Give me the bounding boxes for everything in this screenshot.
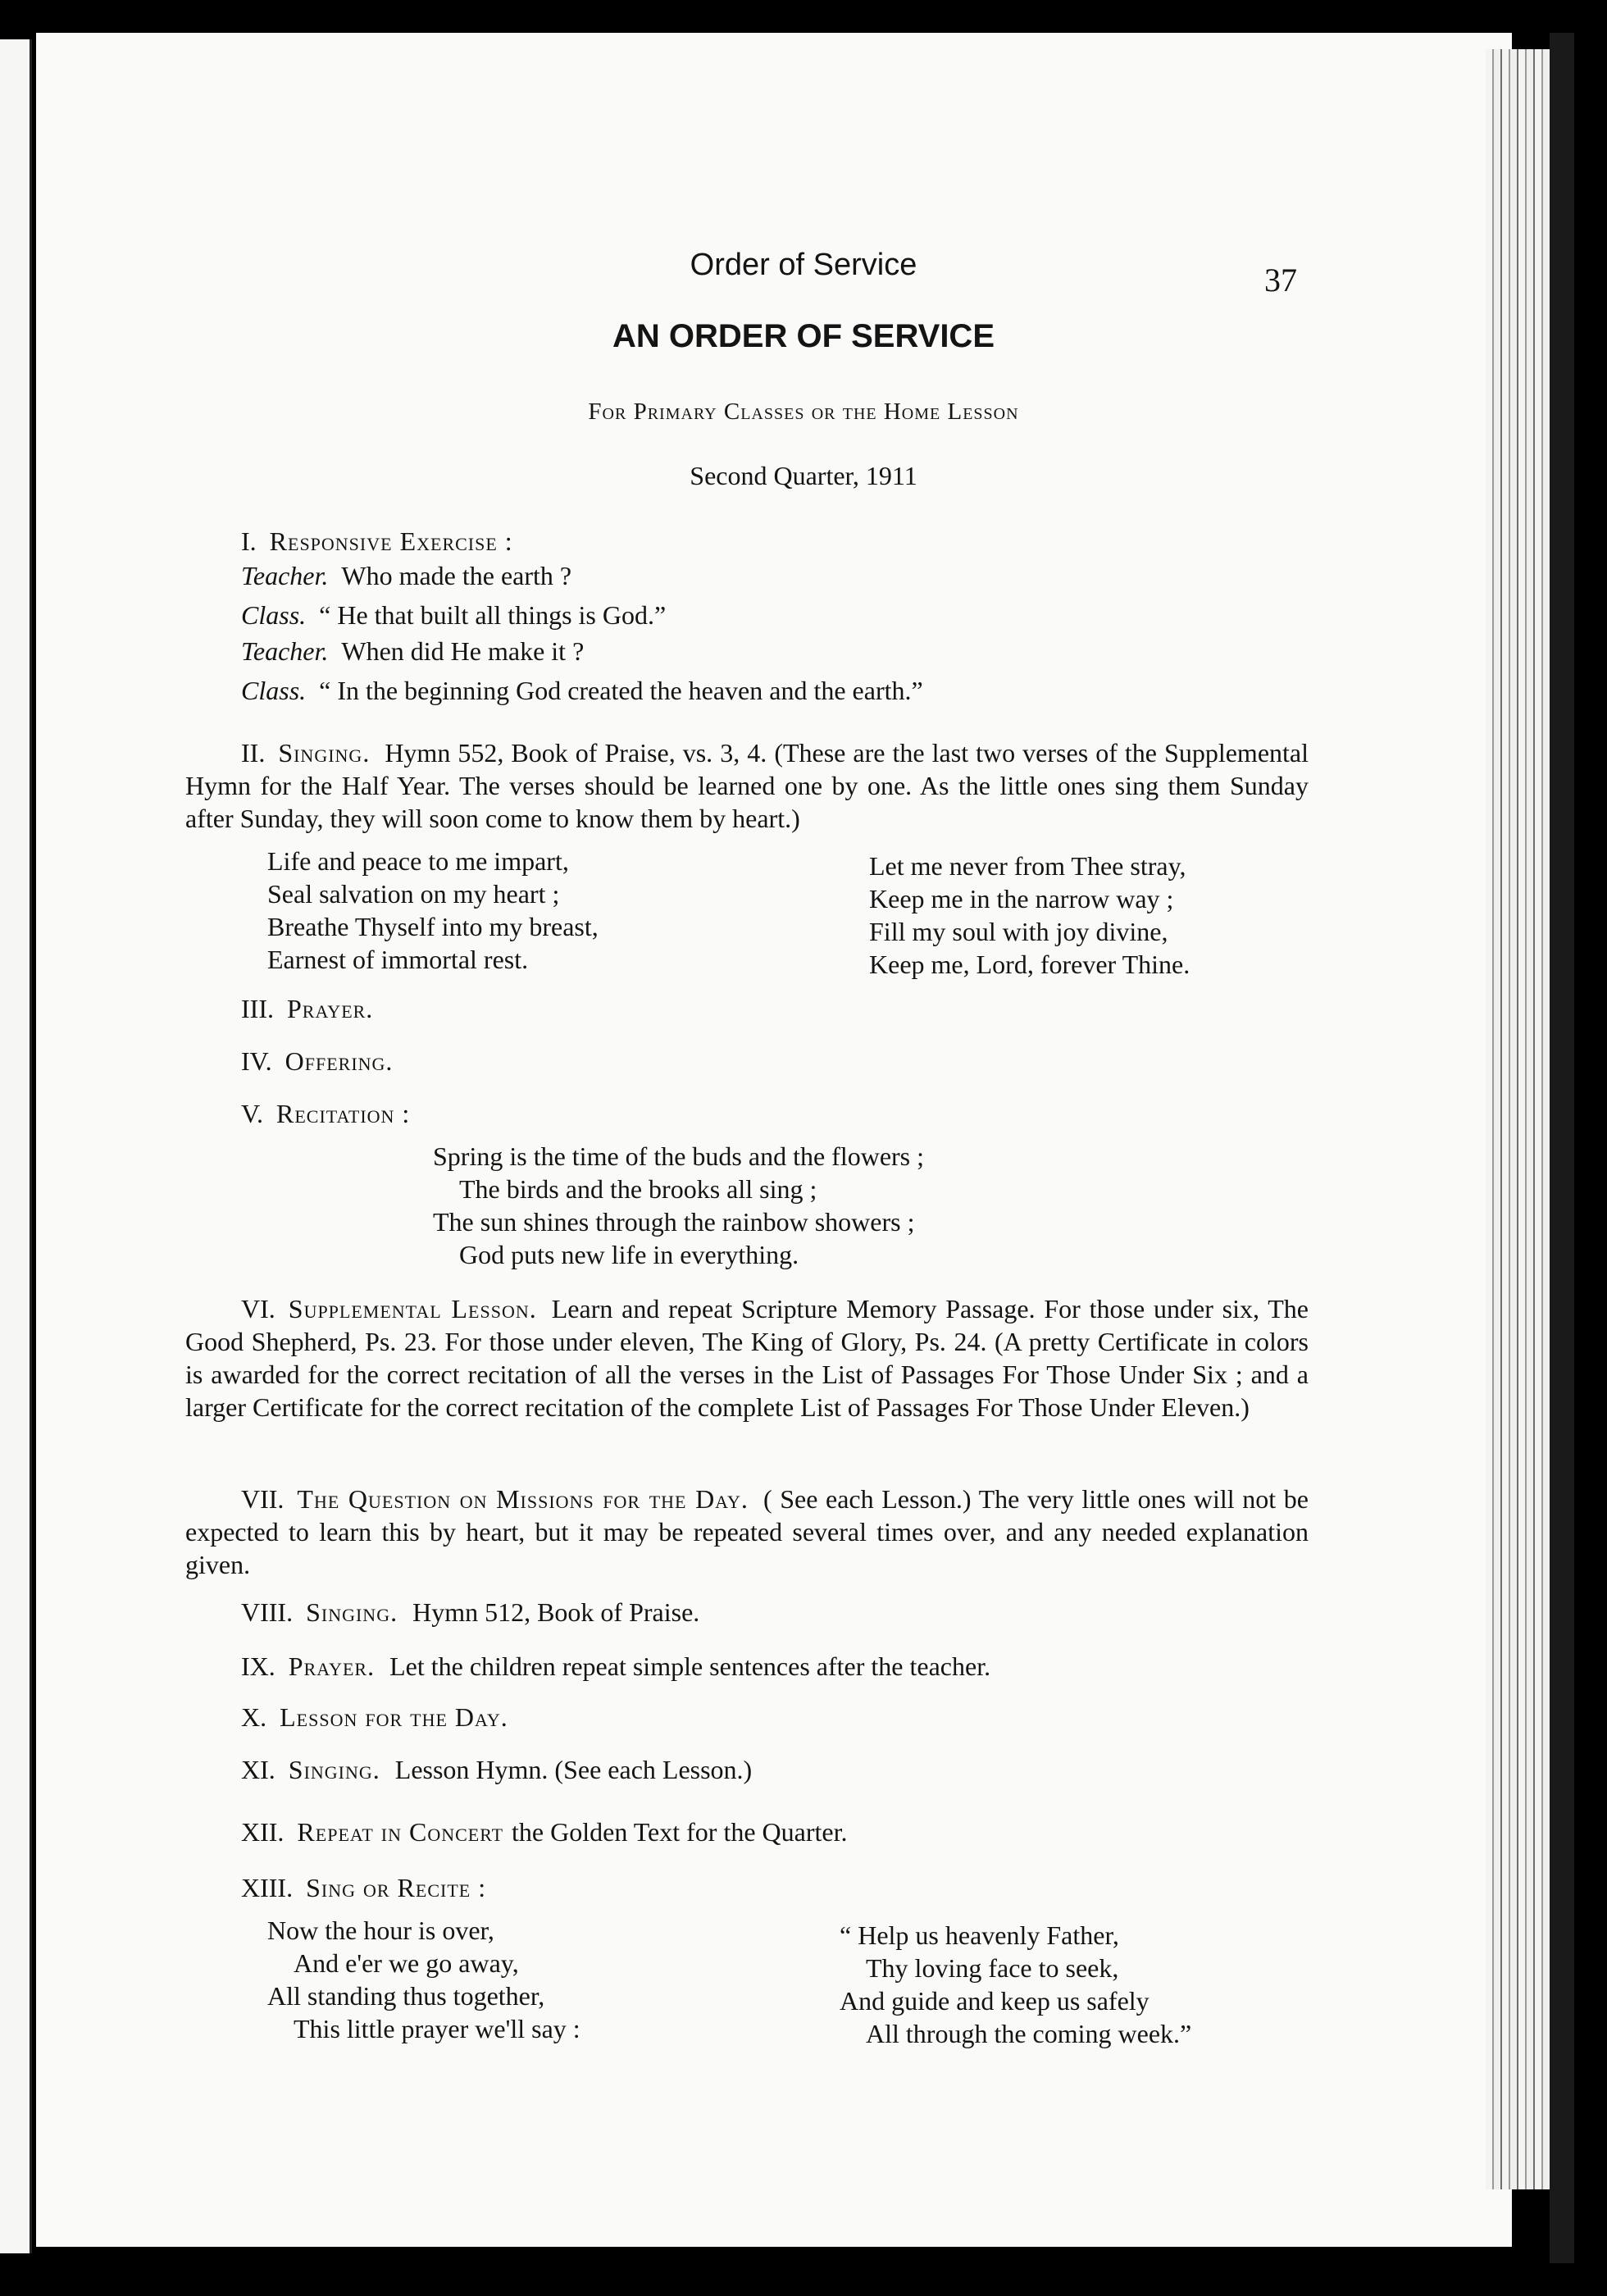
section-7-paragraph	[185, 1483, 1309, 1581]
section-heading: Singing.	[278, 738, 371, 768]
section-text: ( See each Lesson.) The very little ones will not be expected to learn this by heart, but it may be repeated several times over, and any needed explanation given.	[185, 1484, 1309, 1579]
section-13-heading	[241, 1873, 486, 1903]
section-12-line	[241, 1817, 848, 1847]
exchange-text: Who made the earth ?	[341, 561, 572, 590]
section-number: III.	[241, 994, 274, 1023]
speaker-label: Class.	[241, 600, 307, 630]
section-heading: Lesson for the Day.	[280, 1702, 508, 1732]
section-3-heading	[241, 994, 373, 1024]
recitation-verse	[433, 1140, 924, 1271]
speaker-label: Teacher.	[241, 561, 329, 590]
verse-line: Keep me in the narrow way ;	[869, 884, 1174, 913]
closing-verse-right	[840, 1919, 1191, 2050]
verse-line: This little prayer we'll say :	[294, 2014, 580, 2043]
binding-shadow	[1550, 33, 1574, 2263]
section-number: XII.	[241, 1817, 285, 1847]
section-number: VI.	[241, 1294, 275, 1323]
section-text: Hymn 552, Book of Praise, vs. 3, 4. (These are the last two verses of the Supplemental Hymn for the Half Year. The verses should be learned one by one. As the little ones sing them Sunday after Sunday, they will soon come to know them by heart.)	[185, 738, 1309, 833]
section-number: XIII.	[241, 1873, 294, 1902]
running-head: Order of Service	[690, 248, 917, 282]
page-title: AN ORDER OF SERVICE	[612, 318, 995, 354]
section-heading: Supplemental Lesson.	[288, 1294, 537, 1323]
closing-verse-left	[267, 1914, 580, 2045]
speaker-label: Teacher.	[241, 636, 329, 666]
speaker-label: Class.	[241, 676, 307, 705]
verse-line: Seal salvation on my heart ;	[267, 879, 560, 909]
section-heading: Responsive Exercise :	[269, 526, 513, 556]
verse-line: Keep me, Lord, forever Thine.	[869, 950, 1190, 979]
section-heading: Singing.	[288, 1755, 380, 1784]
section-heading: Sing or Recite :	[306, 1873, 487, 1902]
section-heading: The Question on Missions for the Day.	[297, 1484, 749, 1514]
section-number: IX.	[241, 1651, 275, 1681]
section-number: VII.	[241, 1484, 285, 1514]
subtitle: For Primary Classes or the Home Lesson	[588, 399, 1019, 425]
date-line: Second Quarter, 1911	[690, 461, 917, 490]
exchange-line	[241, 636, 584, 667]
hymn-verse-left	[267, 845, 599, 976]
section-number: I.	[241, 526, 257, 556]
section-heading: Recitation :	[275, 1099, 411, 1128]
section-9-line	[241, 1651, 990, 1682]
section-number: IV.	[241, 1046, 272, 1076]
exchange-line	[241, 561, 571, 591]
page-number: 37	[1264, 262, 1297, 298]
verse-line: Fill my soul with joy divine,	[869, 917, 1168, 946]
exchange-text: When did He make it ?	[341, 636, 585, 666]
section-text: the Golden Text for the Quarter.	[512, 1817, 848, 1847]
section-heading: Offering.	[285, 1046, 394, 1076]
verse-line: And guide and keep us safely	[840, 1986, 1149, 2016]
verse-line: Spring is the time of the buds and the flowers ;	[433, 1141, 925, 1171]
section-2-paragraph	[185, 736, 1309, 835]
exchange-text: “ He that built all things is God.”	[319, 600, 667, 630]
verse-line: The birds and the brooks all sing ;	[459, 1174, 817, 1204]
section-text: Hymn 512, Book of Praise.	[412, 1597, 700, 1627]
section-number: XI.	[241, 1755, 275, 1784]
verse-line: Life and peace to me impart,	[267, 846, 569, 876]
section-number: V.	[241, 1099, 263, 1128]
section-10-line	[241, 1702, 508, 1733]
verse-line: Breathe Thyself into my breast,	[267, 912, 599, 941]
hymn-verse-right	[869, 850, 1190, 981]
verse-line: Now the hour is over,	[267, 1916, 494, 1945]
section-5-heading	[241, 1099, 410, 1129]
section-6-paragraph	[185, 1292, 1309, 1424]
exchange-line	[241, 600, 666, 631]
section-8-line	[241, 1597, 699, 1628]
section-heading: Repeat in Concert	[297, 1817, 504, 1847]
section-text: Lesson Hymn. (See each Lesson.)	[394, 1755, 753, 1784]
section-number: X.	[241, 1702, 267, 1732]
facing-page-edge	[0, 39, 32, 2253]
verse-line: All standing thus together,	[267, 1981, 545, 2011]
section-4-heading	[241, 1046, 393, 1077]
section-heading: Prayer.	[288, 1651, 376, 1681]
verse-line: The sun shines through the rainbow showers ;	[433, 1207, 915, 1237]
section-text: Let the children repeat simple sentences after the teacher.	[389, 1651, 991, 1681]
verse-line: “ Help us heavenly Father,	[840, 1920, 1119, 1950]
verse-line: Let me never from Thee stray,	[869, 851, 1186, 881]
verse-line: Thy loving face to seek,	[866, 1953, 1119, 1983]
section-text: Learn and repeat Scripture Memory Passage. For those under six, The Good Shepherd, Ps. 23. For those under eleven, The King of Glory, Ps. 24. (A pretty Certificate in colors is awarded for the correct recitation of all the verses in the List of Passages For Those Under Six ; and a larger Certificate for the correct recitation of the complete List of Passages For Those Under Eleven.)	[185, 1294, 1309, 1422]
verse-line: God puts new life in everything.	[459, 1240, 799, 1269]
verse-line: Earnest of immortal rest.	[267, 945, 529, 974]
section-heading: Prayer.	[286, 994, 374, 1023]
verse-line: And e'er we go away,	[294, 1948, 519, 1978]
exchange-line	[241, 676, 923, 706]
exchange-text: “ In the beginning God created the heaven and the earth.”	[319, 676, 923, 705]
section-heading: Singing.	[306, 1597, 398, 1627]
section-number: II.	[241, 738, 266, 768]
page-stack-edges	[1486, 49, 1559, 2189]
section-number: VIII.	[241, 1597, 294, 1627]
section-1-heading	[241, 526, 513, 557]
verse-line: All through the coming week.”	[866, 2019, 1192, 2048]
section-11-line	[241, 1755, 752, 1785]
